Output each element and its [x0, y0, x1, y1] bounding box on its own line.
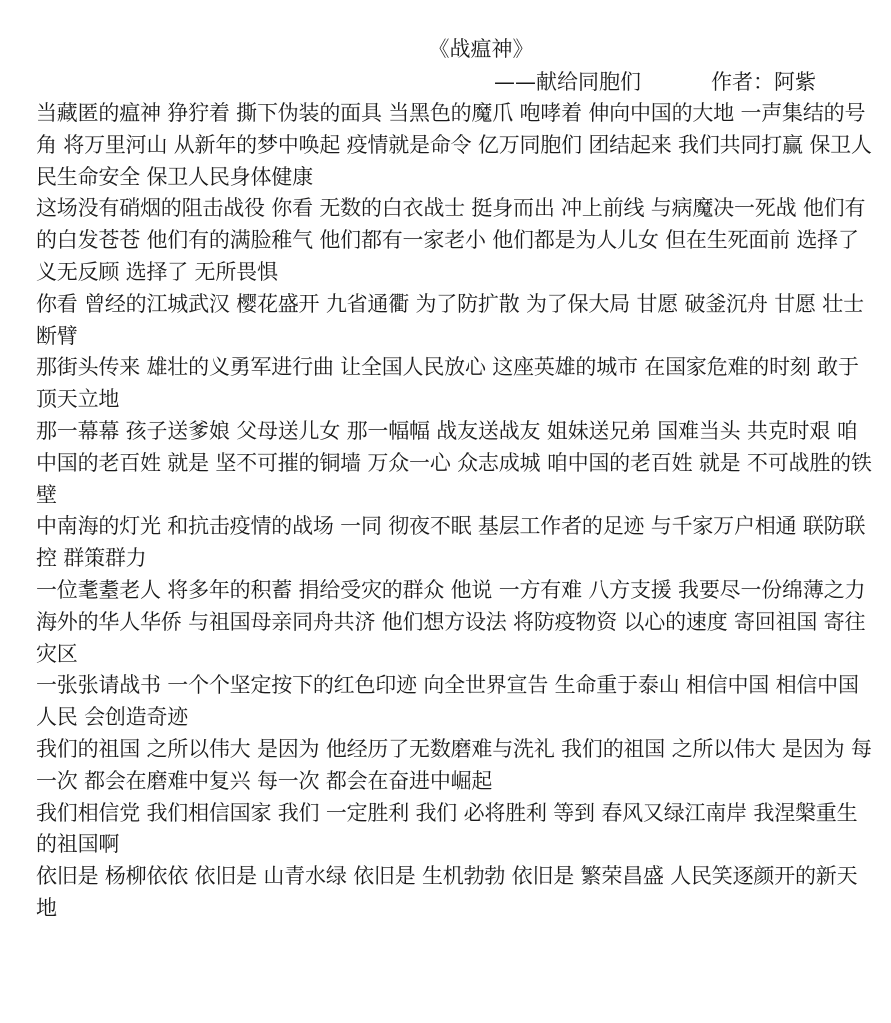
poem-paragraph: 一张张请战书 一个个坚定按下的红色印迹 向全世界宣告 生命重于泰山 相信中国 相信中国人民 会创造奇迹: [36, 673, 859, 730]
author-credit: 作者：阿紫: [711, 70, 816, 94]
poem-paragraph: 中南海的灯光 和抗击疫情的战场 一同 彻夜不眠 基层工作者的足迹 与千家万户相通 联防联控 群策群力: [36, 514, 866, 571]
poem-title: 《战瘟神》: [428, 37, 534, 61]
dedication-line: ——献给同胞们: [494, 70, 641, 94]
poem-paragraph: 一位耄耋老人 将多年的积蓄 捐给受灾的群众 他说 一方有难 八方支援 我要尽一份绵薄之力 海外的华人华侨 与祖国母亲同舟共济 他们想方设法 将防疫物资 以心的速度 寄回祖国 寄往灾区: [36, 577, 866, 666]
poem-paragraph: 我们相信党 我们相信国家 我们 一定胜利 我们 必将胜利 等到 春风又绿江南岸 我涅槃重生的祖国啊: [36, 800, 858, 857]
byline: [36, 66, 874, 98]
poem-paragraph: 这场没有硝烟的阻击战役 你看 无数的白衣战士 挺身而出 冲上前线 与病魔决一死战 他们有的白发苍苍 他们有的满脸稚气 他们都有一家老小 他们都是为人儿女 但在生死面前 选择了 义无反顾 选择了 无所畏惧: [36, 196, 866, 284]
poem-paragraph: 当藏匿的瘟神 狰狞着 撕下伪装的面具 当黑色的魔爪 咆哮着 伸向中国的大地 一声集结的号角 将万里河山 从新年的梦中唤起 疫情就是命令 亿万同胞们 团结起来 我们共同打赢 保卫人民生命安全 保卫人民身体健康: [36, 101, 872, 189]
poem-body: [36, 98, 874, 925]
poem-paragraph: 那一幕幕 孩子送爹娘 父母送儿女 那一幅幅 战友送战友 姐妹送兄弟 国难当头 共克时艰 咱中国的老百姓 就是 坚不可摧的铜墙 万众一心 众志成城 咱中国的老百姓 就是 不可战胜的铁壁: [36, 418, 872, 507]
poem-paragraph: 我们的祖国 之所以伟大 是因为 他经历了无数磨难与洗礼 我们的祖国 之所以伟大 是因为 每一次 都会在磨难中复兴 每一次 都会在奋进中崛起: [36, 736, 872, 793]
poem-paragraph: 那街头传来 雄壮的义勇军进行曲 让全国人民放心 这座英雄的城市 在国家危难的时刻 敢于 顶天立地: [36, 355, 859, 412]
poem-paragraph: 依旧是 杨柳依依 依旧是 山青水绿 依旧是 生机勃勃 依旧是 繁荣昌盛 人民笑逐颜开的新天地: [36, 864, 858, 920]
poem-document: [36, 32, 874, 925]
poem-paragraph: 你看 曾经的江城武汉 樱花盛开 九省通衢 为了防扩散 为了保大局 甘愿 破釜沉舟 甘愿 壮士断臂: [36, 291, 864, 348]
